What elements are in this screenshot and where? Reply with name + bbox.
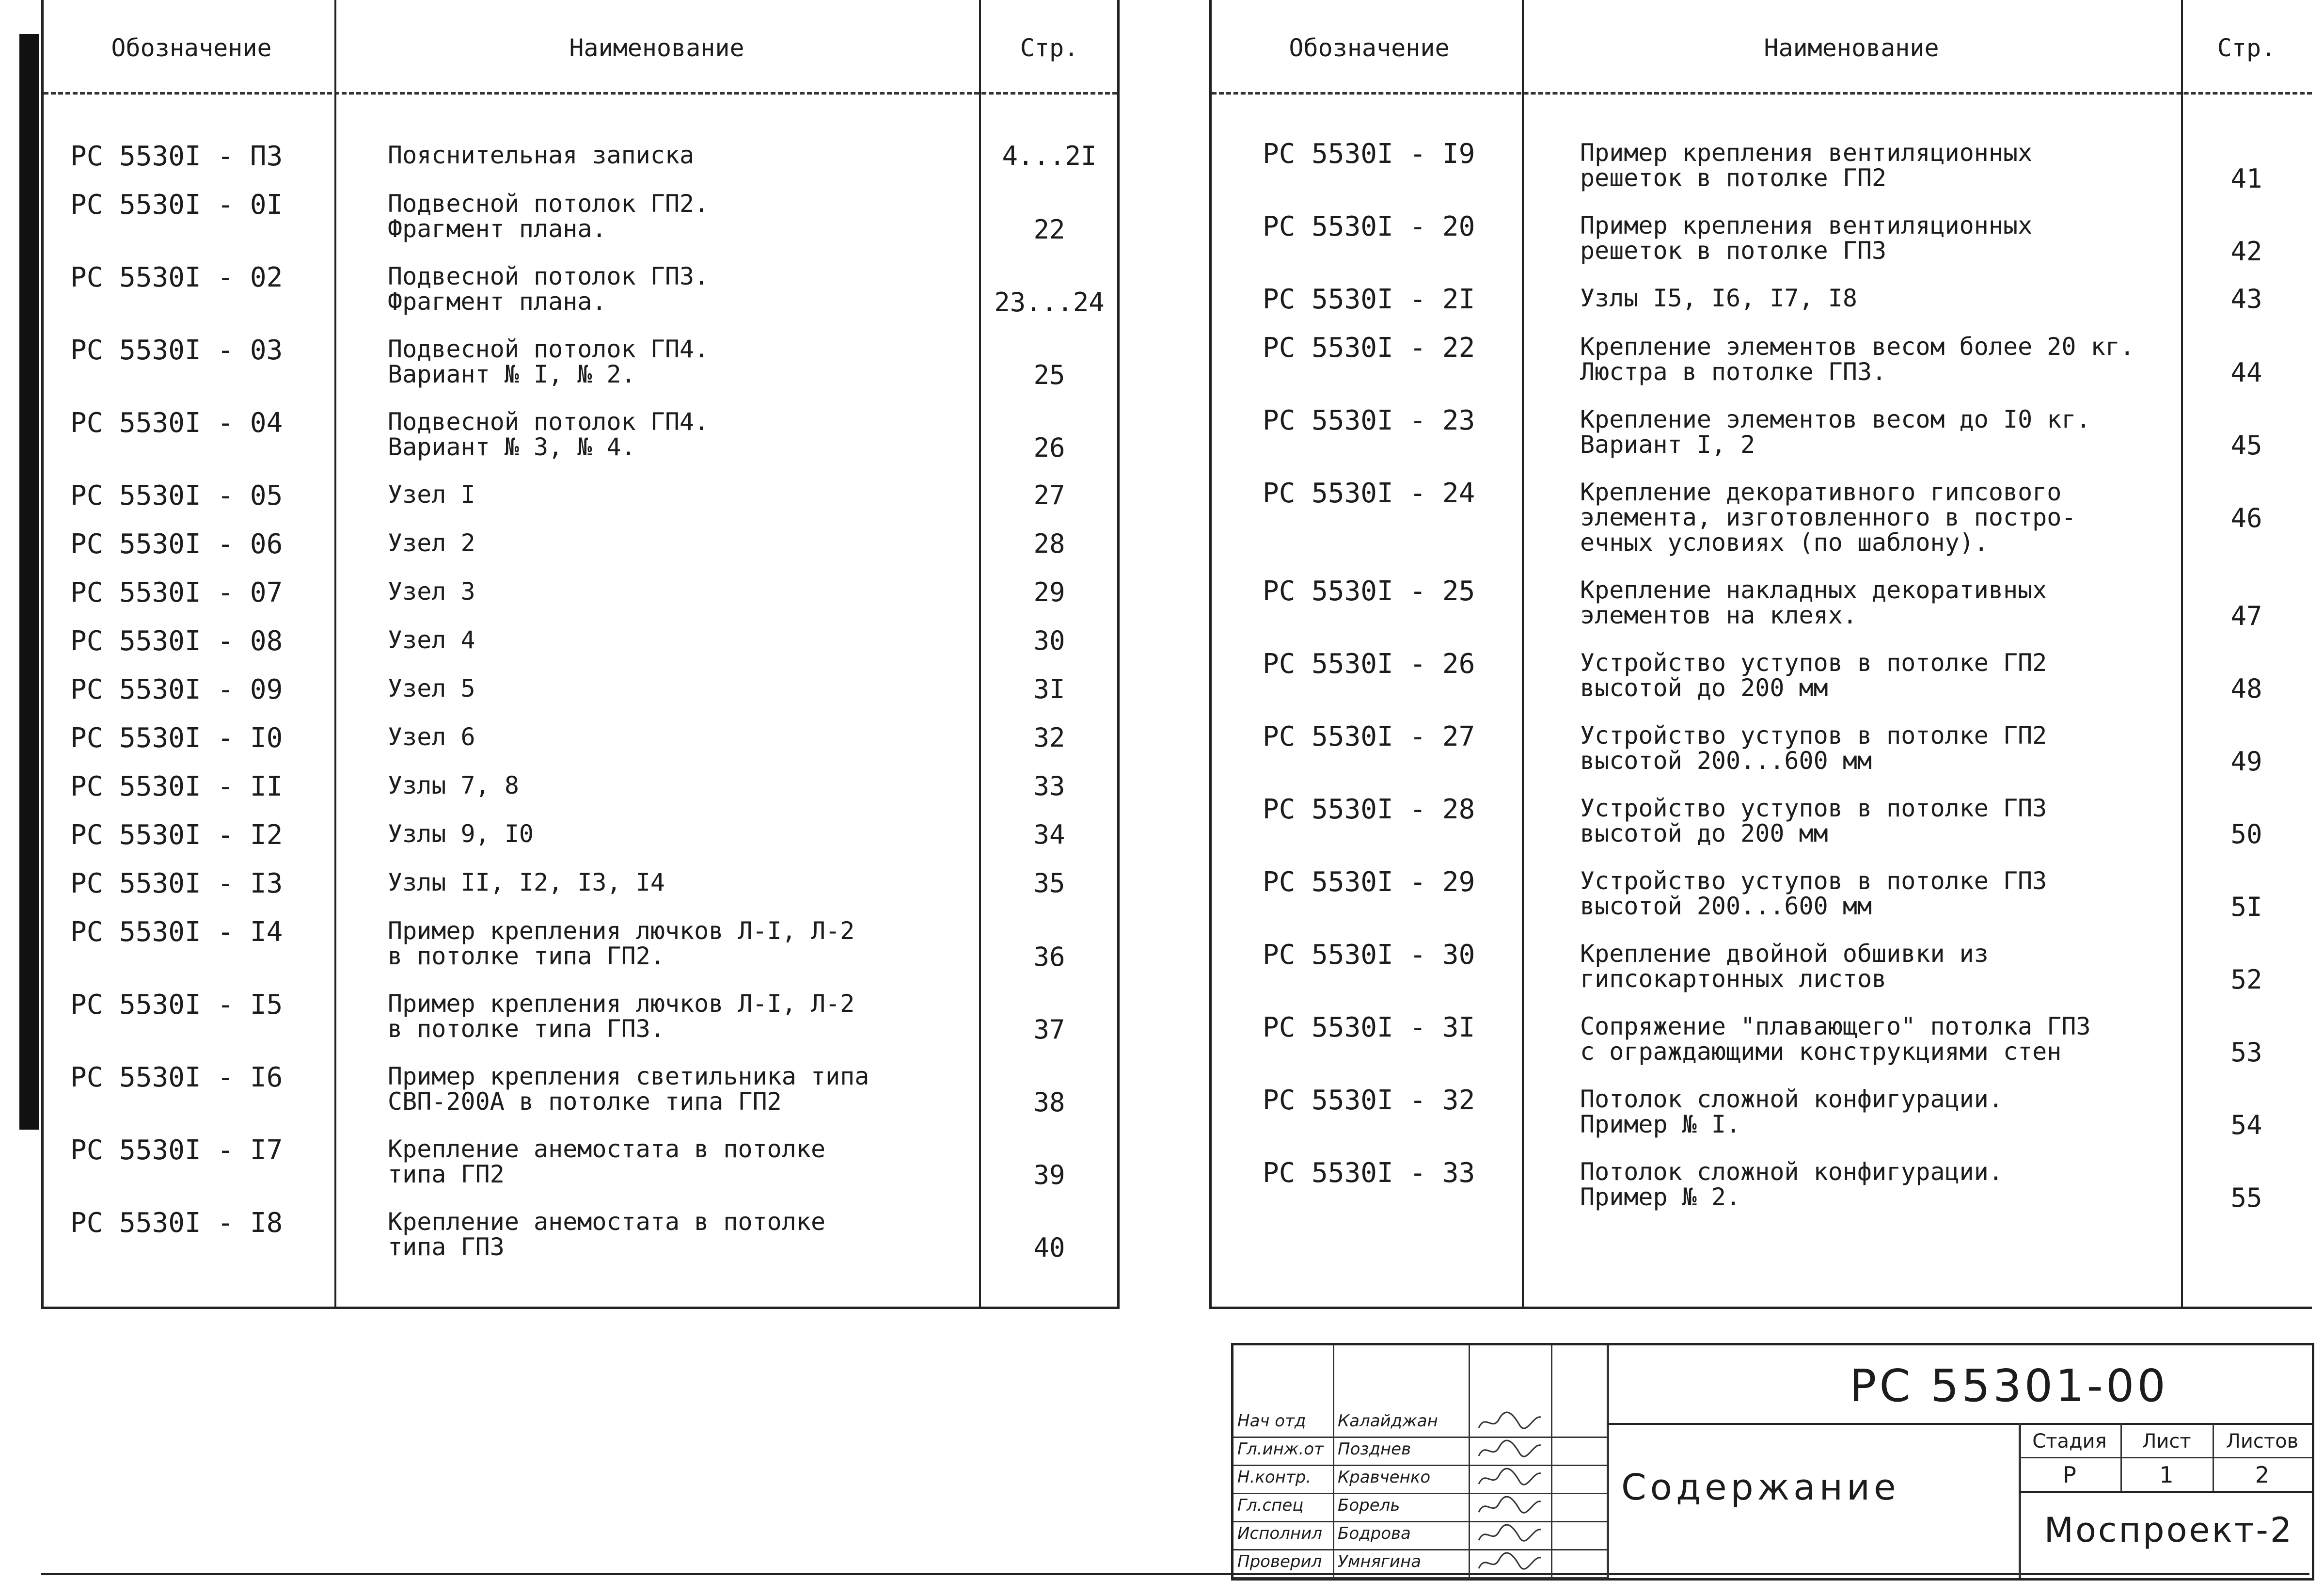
row-page: 30 (1033, 625, 1065, 656)
row-name: Пример крепления вентиляционных решеток в потолке ГП2 (1580, 139, 2033, 192)
stage-value: Р (2063, 1462, 2076, 1488)
row-page: 43 (2230, 284, 2262, 314)
title-separator (1607, 1423, 2312, 1425)
table-row (1212, 939, 2312, 1012)
row-designation: РС 5530I - II (70, 771, 283, 802)
row-page: 36 (1033, 942, 1065, 972)
row-designation: РС 5530I - I9 (1263, 138, 1475, 170)
row-designation: РС 5530I - I2 (70, 819, 283, 851)
table-row (44, 989, 1117, 1062)
signature-row (1233, 1521, 1607, 1550)
row-designation: РС 5530I - ПЗ (70, 141, 283, 172)
row-name: Узлы 9, I0 (388, 820, 534, 848)
table-row (44, 819, 1117, 868)
row-page: 45 (2230, 430, 2262, 461)
row-name: Крепление элементов весом более 20 кг. Люстра в потолке ГП3. (1580, 333, 2134, 386)
row-name: Устройство уступов в потолке ГП3 высотой до 200 мм (1580, 794, 2047, 847)
row-name: Крепление элементов весом до I0 кг. Вариант I, 2 (1580, 405, 2091, 459)
row-designation: РС 5530I - 28 (1263, 794, 1475, 825)
row-page: 32 (1033, 722, 1065, 753)
sheets-label: Листов (2226, 1430, 2299, 1453)
row-name: Узлы 7, 8 (388, 771, 519, 799)
row-name: Пример крепления лючков Л-I, Л-2 в потолке типа ГП2. (388, 917, 855, 970)
row-page: 50 (2230, 819, 2262, 849)
row-name: Устройство уступов в потолке ГП2 высотой до 200 мм (1580, 649, 2047, 702)
table-row (44, 868, 1117, 916)
row-page: 34 (1033, 819, 1065, 850)
row-page: 48 (2230, 673, 2262, 704)
row-name: Потолок сложной конфигурации. Пример № 2. (1580, 1158, 2003, 1211)
row-designation: РС 5530I - I8 (70, 1207, 283, 1239)
table-row (1212, 1085, 2312, 1157)
row-designation: РС 5530I - 03 (70, 335, 283, 366)
row-designation: РС 5530I - I3 (70, 868, 283, 899)
row-page: 41 (2230, 163, 2262, 194)
row-designation: РС 5530I - 3I (1263, 1012, 1475, 1043)
table-row (1212, 138, 2312, 211)
row-name: Подвесной потолок ГП3. Фрагмент плана. (388, 262, 709, 316)
row-name: Крепление накладных декоративных элементов на клеях. (1580, 576, 2047, 629)
table-row (44, 1062, 1117, 1134)
row-designation: РС 5530I - 2I (1263, 284, 1475, 315)
row-name: Устройство уступов в потолке ГП3 высотой 200...600 мм (1580, 867, 2047, 920)
row-name: Устройство уступов в потолке ГП2 высотой 200...600 мм (1580, 721, 2047, 775)
row-page: 28 (1033, 528, 1065, 559)
row-designation: РС 5530I - I5 (70, 989, 283, 1021)
row-page: 39 (1033, 1160, 1065, 1190)
row-designation: РС 5530I - 22 (1263, 332, 1475, 364)
table-row (44, 674, 1117, 722)
row-page: 35 (1033, 868, 1065, 898)
header-designation: Обозначение (111, 34, 272, 62)
row-name: Крепление двойной обшивки из гипсокартонных листов (1580, 940, 1989, 993)
row-name: Подвесной потолок ГП4. Вариант № I, № 2. (388, 335, 709, 388)
signature-row (1233, 1437, 1607, 1466)
row-name: Узлы I5, I6, I7, I8 (1580, 284, 1857, 312)
signature-role: Проверил (1237, 1552, 1322, 1571)
row-name: Потолок сложной конфигурации. Пример № I. (1580, 1085, 2003, 1138)
table-row (44, 262, 1117, 335)
stage-separator (2019, 1457, 2312, 1458)
table-row (44, 771, 1117, 819)
signature-person: Позднев (1338, 1439, 1411, 1459)
table-row (44, 1134, 1117, 1207)
row-designation: РС 5530I - I6 (70, 1062, 283, 1093)
row-page: 53 (2230, 1037, 2262, 1068)
table-row (44, 335, 1117, 407)
row-name: Крепление анемостата в потолке типа ГП2 (388, 1135, 826, 1188)
row-page: 55 (2230, 1182, 2262, 1213)
sheet-label: Лист (2142, 1430, 2191, 1453)
handwritten-signature (1476, 1495, 1544, 1517)
table-row (1212, 211, 2312, 284)
row-designation: РС 5530I - 05 (70, 480, 283, 511)
signature-person: Бодрова (1338, 1524, 1411, 1543)
row-name: Подвесной потолок ГП2. Фрагмент плана. (388, 190, 709, 243)
row-page: 49 (2230, 746, 2262, 777)
row-page: 5I (2230, 892, 2262, 922)
table-row (44, 916, 1117, 989)
row-page: 52 (2230, 964, 2262, 995)
row-designation: РС 5530I - 33 (1263, 1157, 1475, 1189)
row-designation: РС 5530I - I0 (70, 722, 283, 754)
divider (2120, 1423, 2122, 1491)
table-row (1212, 794, 2312, 866)
handwritten-signature (1476, 1467, 1544, 1489)
row-page: 25 (1033, 360, 1065, 390)
row-designation: РС 5530I - 32 (1263, 1085, 1475, 1116)
row-designation: РС 5530I - 30 (1263, 939, 1475, 971)
table-row (1212, 866, 2312, 939)
row-designation: РС 5530I - I7 (70, 1134, 283, 1166)
header-page: Стр. (2217, 34, 2276, 62)
signature-role: Нач отд (1237, 1411, 1306, 1431)
row-page: 33 (1033, 771, 1065, 801)
row-name: Крепление декоративного гипсового элемента, изготовленного в постро- ечных условиях (по шаблону). (1580, 478, 2076, 557)
table-row (44, 722, 1117, 771)
sheets-value: 2 (2255, 1462, 2270, 1488)
table-row (1212, 575, 2312, 648)
document-code: РС 55301-00 (1850, 1360, 2168, 1412)
row-page: 40 (1033, 1232, 1065, 1263)
signature-person: Кравченко (1338, 1468, 1431, 1487)
row-name: Крепление анемостата в потолке типа ГП3 (388, 1208, 826, 1261)
row-name: Сопряжение "плавающего" потолка ГП3 с ограждающими конструкциями стен (1580, 1012, 2091, 1066)
table-row (44, 1207, 1117, 1280)
signature-role: Гл.инж.от (1237, 1439, 1324, 1459)
table-row (44, 480, 1117, 528)
table-row (44, 577, 1117, 625)
signature-person: Умнягина (1338, 1552, 1422, 1571)
row-designation: РС 5530I - 20 (1263, 211, 1475, 242)
row-designation: РС 5530I - I4 (70, 916, 283, 948)
handwritten-signature (1476, 1410, 1544, 1433)
row-name: Пример крепления светильника типа СВП-200А в потолке типа ГП2 (388, 1062, 870, 1116)
signature-row (1233, 1465, 1607, 1494)
row-page: 37 (1033, 1014, 1065, 1045)
divider (1607, 1345, 1609, 1578)
row-name: Пояснительная записка (388, 141, 695, 169)
row-name: Пример крепления лючков Л-I, Л-2 в потолке типа ГП3. (388, 990, 855, 1043)
handwritten-signature (1476, 1523, 1544, 1545)
row-designation: РС 5530I - 0I (70, 189, 283, 221)
header-page: Стр. (1020, 34, 1079, 62)
title-block (1231, 1343, 2314, 1581)
handwritten-signature (1476, 1551, 1544, 1573)
header-name: Наименование (569, 34, 744, 62)
row-name: Узел I (388, 480, 475, 509)
row-designation: РС 5530I - 25 (1263, 575, 1475, 607)
row-page: 27 (1033, 480, 1065, 511)
table-row (1212, 478, 2312, 575)
row-page: 38 (1033, 1087, 1065, 1118)
row-page: 54 (2230, 1110, 2262, 1140)
signature-row (1233, 1493, 1607, 1522)
row-name: Узел 6 (388, 723, 475, 751)
table-row (44, 141, 1117, 189)
row-name: Пример крепления вентиляционных решеток в потолке ГП3 (1580, 211, 2033, 265)
signature-row (1233, 1408, 1607, 1438)
table-row (1212, 648, 2312, 721)
sheet-value: 1 (2159, 1462, 2174, 1488)
row-designation: РС 5530I - 26 (1263, 648, 1475, 680)
table-row (44, 189, 1117, 262)
signature-role: Гл.спец (1237, 1496, 1304, 1515)
row-page: 26 (1033, 432, 1065, 463)
row-name: Узел 4 (388, 626, 475, 654)
row-page: 23...24 (994, 287, 1105, 318)
table-row (44, 407, 1117, 480)
row-page: 3I (1033, 674, 1065, 704)
row-name: Подвесной потолок ГП4. Вариант № 3, № 4. (388, 408, 709, 461)
row-designation: РС 5530I - 27 (1263, 721, 1475, 752)
signature-person: Борель (1338, 1496, 1400, 1515)
row-page: 4...2I (1002, 141, 1097, 171)
signature-table (1233, 1345, 1607, 1578)
signature-role: Исполнил (1237, 1524, 1322, 1543)
signature-row (1233, 1549, 1607, 1579)
row-designation: РС 5530I - 08 (70, 625, 283, 657)
contents-table-left (41, 0, 1120, 1309)
organization-name: Моспроект-2 (2044, 1510, 2294, 1550)
row-name: Узлы II, I2, I3, I4 (388, 868, 665, 896)
row-designation: РС 5530I - 23 (1263, 405, 1475, 436)
row-page: 42 (2230, 236, 2262, 267)
signature-person: Калайджан (1338, 1411, 1438, 1431)
row-name: Узел 5 (388, 674, 475, 703)
row-designation: РС 5530I - 09 (70, 674, 283, 705)
row-page: 46 (2230, 503, 2262, 533)
table-row (1212, 405, 2312, 478)
binding-strip (19, 34, 39, 1130)
row-page: 29 (1033, 577, 1065, 607)
table-row (1212, 721, 2312, 794)
row-designation: РС 5530I - 04 (70, 407, 283, 439)
handwritten-signature (1476, 1438, 1544, 1461)
header-designation: Обозначение (1289, 34, 1450, 62)
row-designation: РС 5530I - 29 (1263, 866, 1475, 898)
table-row (1212, 284, 2312, 332)
stage-label: Стадия (2032, 1430, 2107, 1453)
table-row (44, 528, 1117, 577)
row-designation: РС 5530I - 02 (70, 262, 283, 293)
stage-separator (2019, 1491, 2312, 1493)
row-designation: РС 5530I - 06 (70, 528, 283, 560)
row-page: 22 (1033, 214, 1065, 245)
table-row (1212, 1157, 2312, 1230)
table-row (1212, 332, 2312, 405)
row-designation: РС 5530I - 07 (70, 577, 283, 608)
row-designation: РС 5530I - 24 (1263, 478, 1475, 509)
row-page: 47 (2230, 601, 2262, 631)
table-row (1212, 1012, 2312, 1085)
row-name: Узел 3 (388, 577, 475, 606)
contents-table-right (1209, 0, 2312, 1309)
table-row (44, 625, 1117, 674)
header-name: Наименование (1764, 34, 1939, 62)
row-name: Узел 2 (388, 529, 475, 557)
divider (2213, 1423, 2214, 1491)
document-title: Содержание (1621, 1467, 1900, 1508)
signature-role: Н.контр. (1237, 1468, 1312, 1487)
row-page: 44 (2230, 357, 2262, 388)
